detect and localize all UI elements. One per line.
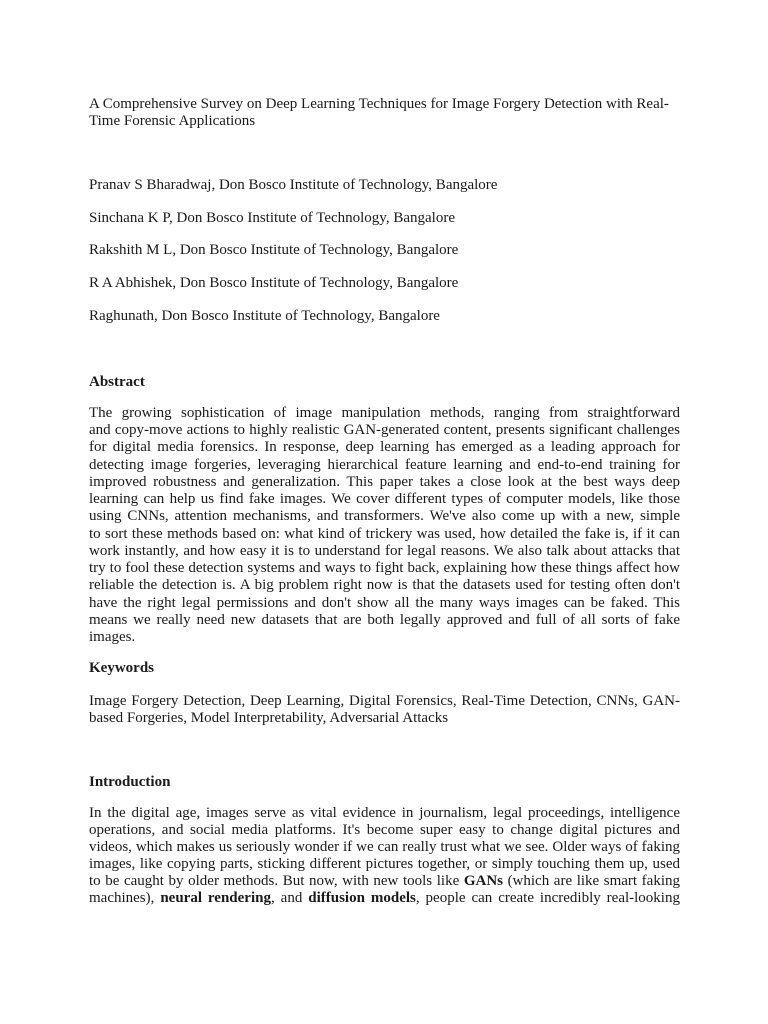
abstract-line <box>89 559 680 577</box>
abstract-line <box>89 421 680 439</box>
text-segment: reliable the detection is. A big problem right now is that the datasets used for testing often don't <box>89 577 680 593</box>
introduction-line <box>89 804 680 822</box>
introduction-line <box>89 872 680 890</box>
text-segment: means we really need new datasets that are both legally approved and full of all sorts of fake <box>89 612 680 628</box>
text-segment: Rakshith M L, Don Bosco Institute of Technology, Bangalore <box>89 242 459 258</box>
text-segment: images, like copying parts, sticking different pictures together, or simply touching them up, used <box>89 856 680 872</box>
abstract-line <box>89 507 680 525</box>
introduction-line <box>89 889 680 907</box>
abstract-line <box>89 542 680 560</box>
text-segment: videos, which makes us seriously wonder if we can really trust what we see. Older ways of faking <box>89 839 680 855</box>
text-segment: to be caught by older methods. But now, with new tools like <box>89 873 464 889</box>
text-segment: operations, and social media platforms. It's become super easy to change digital pictures and <box>89 822 680 838</box>
text-segment: Abstract <box>89 374 145 390</box>
bold-term: neural rendering <box>160 890 271 906</box>
author-line <box>89 176 680 194</box>
introduction-heading <box>89 773 680 791</box>
text-segment: , people can create incredibly real-looking <box>415 890 680 906</box>
text-segment: have the right legal permissions and don't show all the many ways images can be faked. This <box>89 595 680 611</box>
text-segment: try to fool these detection systems and ways to fight back, explaining how these things affect how <box>89 560 680 576</box>
text-segment: improved robustness and generalization. This paper takes a close look at the best ways deep <box>89 474 680 490</box>
text-segment: Image Forgery Detection, Deep Learning, Digital Forensics, Real-Time Detection, CNNs, GAN- <box>89 693 680 709</box>
abstract-line <box>89 404 680 422</box>
paper-title <box>89 95 680 113</box>
text-segment: Raghunath, Don Bosco Institute of Technology, Bangalore <box>89 308 440 324</box>
author-line <box>89 307 680 325</box>
text-segment: for digital media forensics. In response, deep learning has emerged as a leading approach for <box>89 439 680 455</box>
text-segment: Time Forensic Applications <box>89 113 256 129</box>
author-line <box>89 274 680 292</box>
text-segment: and copy-move actions to highly realistic GAN-generated content, presents significant challenges <box>89 422 680 438</box>
text-segment: R A Abhishek, Don Bosco Institute of Technology, Bangalore <box>89 275 459 291</box>
abstract-line <box>89 438 680 456</box>
text-segment: (which are like smart faking <box>502 873 680 889</box>
text-segment: , and <box>270 890 309 906</box>
text-segment: using CNNs, attention mechanisms, and transformers. We've also come up with a new, simple <box>89 508 680 524</box>
text-segment: Keywords <box>89 660 154 676</box>
abstract-line <box>89 490 680 508</box>
text-segment: Introduction <box>89 774 171 790</box>
keywords-line <box>89 692 680 710</box>
text-segment: detecting image forgeries, leveraging hierarchical feature learning and end-to-end training for <box>89 457 680 473</box>
abstract-line <box>89 594 680 612</box>
text-segment: Pranav S Bharadwaj, Don Bosco Institute of Technology, Bangalore <box>89 177 498 193</box>
abstract-line <box>89 611 680 629</box>
text-segment: machines), <box>89 890 161 906</box>
introduction-line <box>89 821 680 839</box>
keywords-heading <box>89 659 680 677</box>
text-segment: to sort these methods based on: what kind of trickery was used, how detailed the fake is, if it can <box>89 526 680 542</box>
text-segment: based Forgeries, Model Interpretability, Adversarial Attacks <box>89 710 449 726</box>
author-line <box>89 241 680 259</box>
introduction-line <box>89 855 680 873</box>
text-segment: learning can help us find fake images. We cover different types of computer models, like those <box>89 491 680 507</box>
text-segment: Sinchana K P, Don Bosco Institute of Technology, Bangalore <box>89 210 455 226</box>
text-segment: work instantly, and how easy it is to understand for legal reasons. We also talk about attacks that <box>89 543 680 559</box>
abstract-line <box>89 628 680 646</box>
text-segment: A Comprehensive Survey on Deep Learning Techniques for Image Forgery Detection with Real- <box>89 96 669 112</box>
abstract-line <box>89 473 680 491</box>
abstract-heading <box>89 373 680 391</box>
author-line <box>89 209 680 227</box>
abstract-line <box>89 525 680 543</box>
abstract-line <box>89 456 680 474</box>
bold-term: GANs <box>463 873 503 889</box>
bold-term: diffusion models <box>308 890 416 906</box>
keywords-line <box>89 709 680 727</box>
text-segment: The growing sophistication of image manipulation methods, ranging from straightforward <box>89 405 680 421</box>
paper-title <box>89 112 680 130</box>
text-segment: In the digital age, images serve as vital evidence in journalism, legal proceedings, intelligence <box>89 805 680 821</box>
text-segment: images. <box>89 629 136 645</box>
introduction-line <box>89 838 680 856</box>
abstract-line <box>89 576 680 594</box>
